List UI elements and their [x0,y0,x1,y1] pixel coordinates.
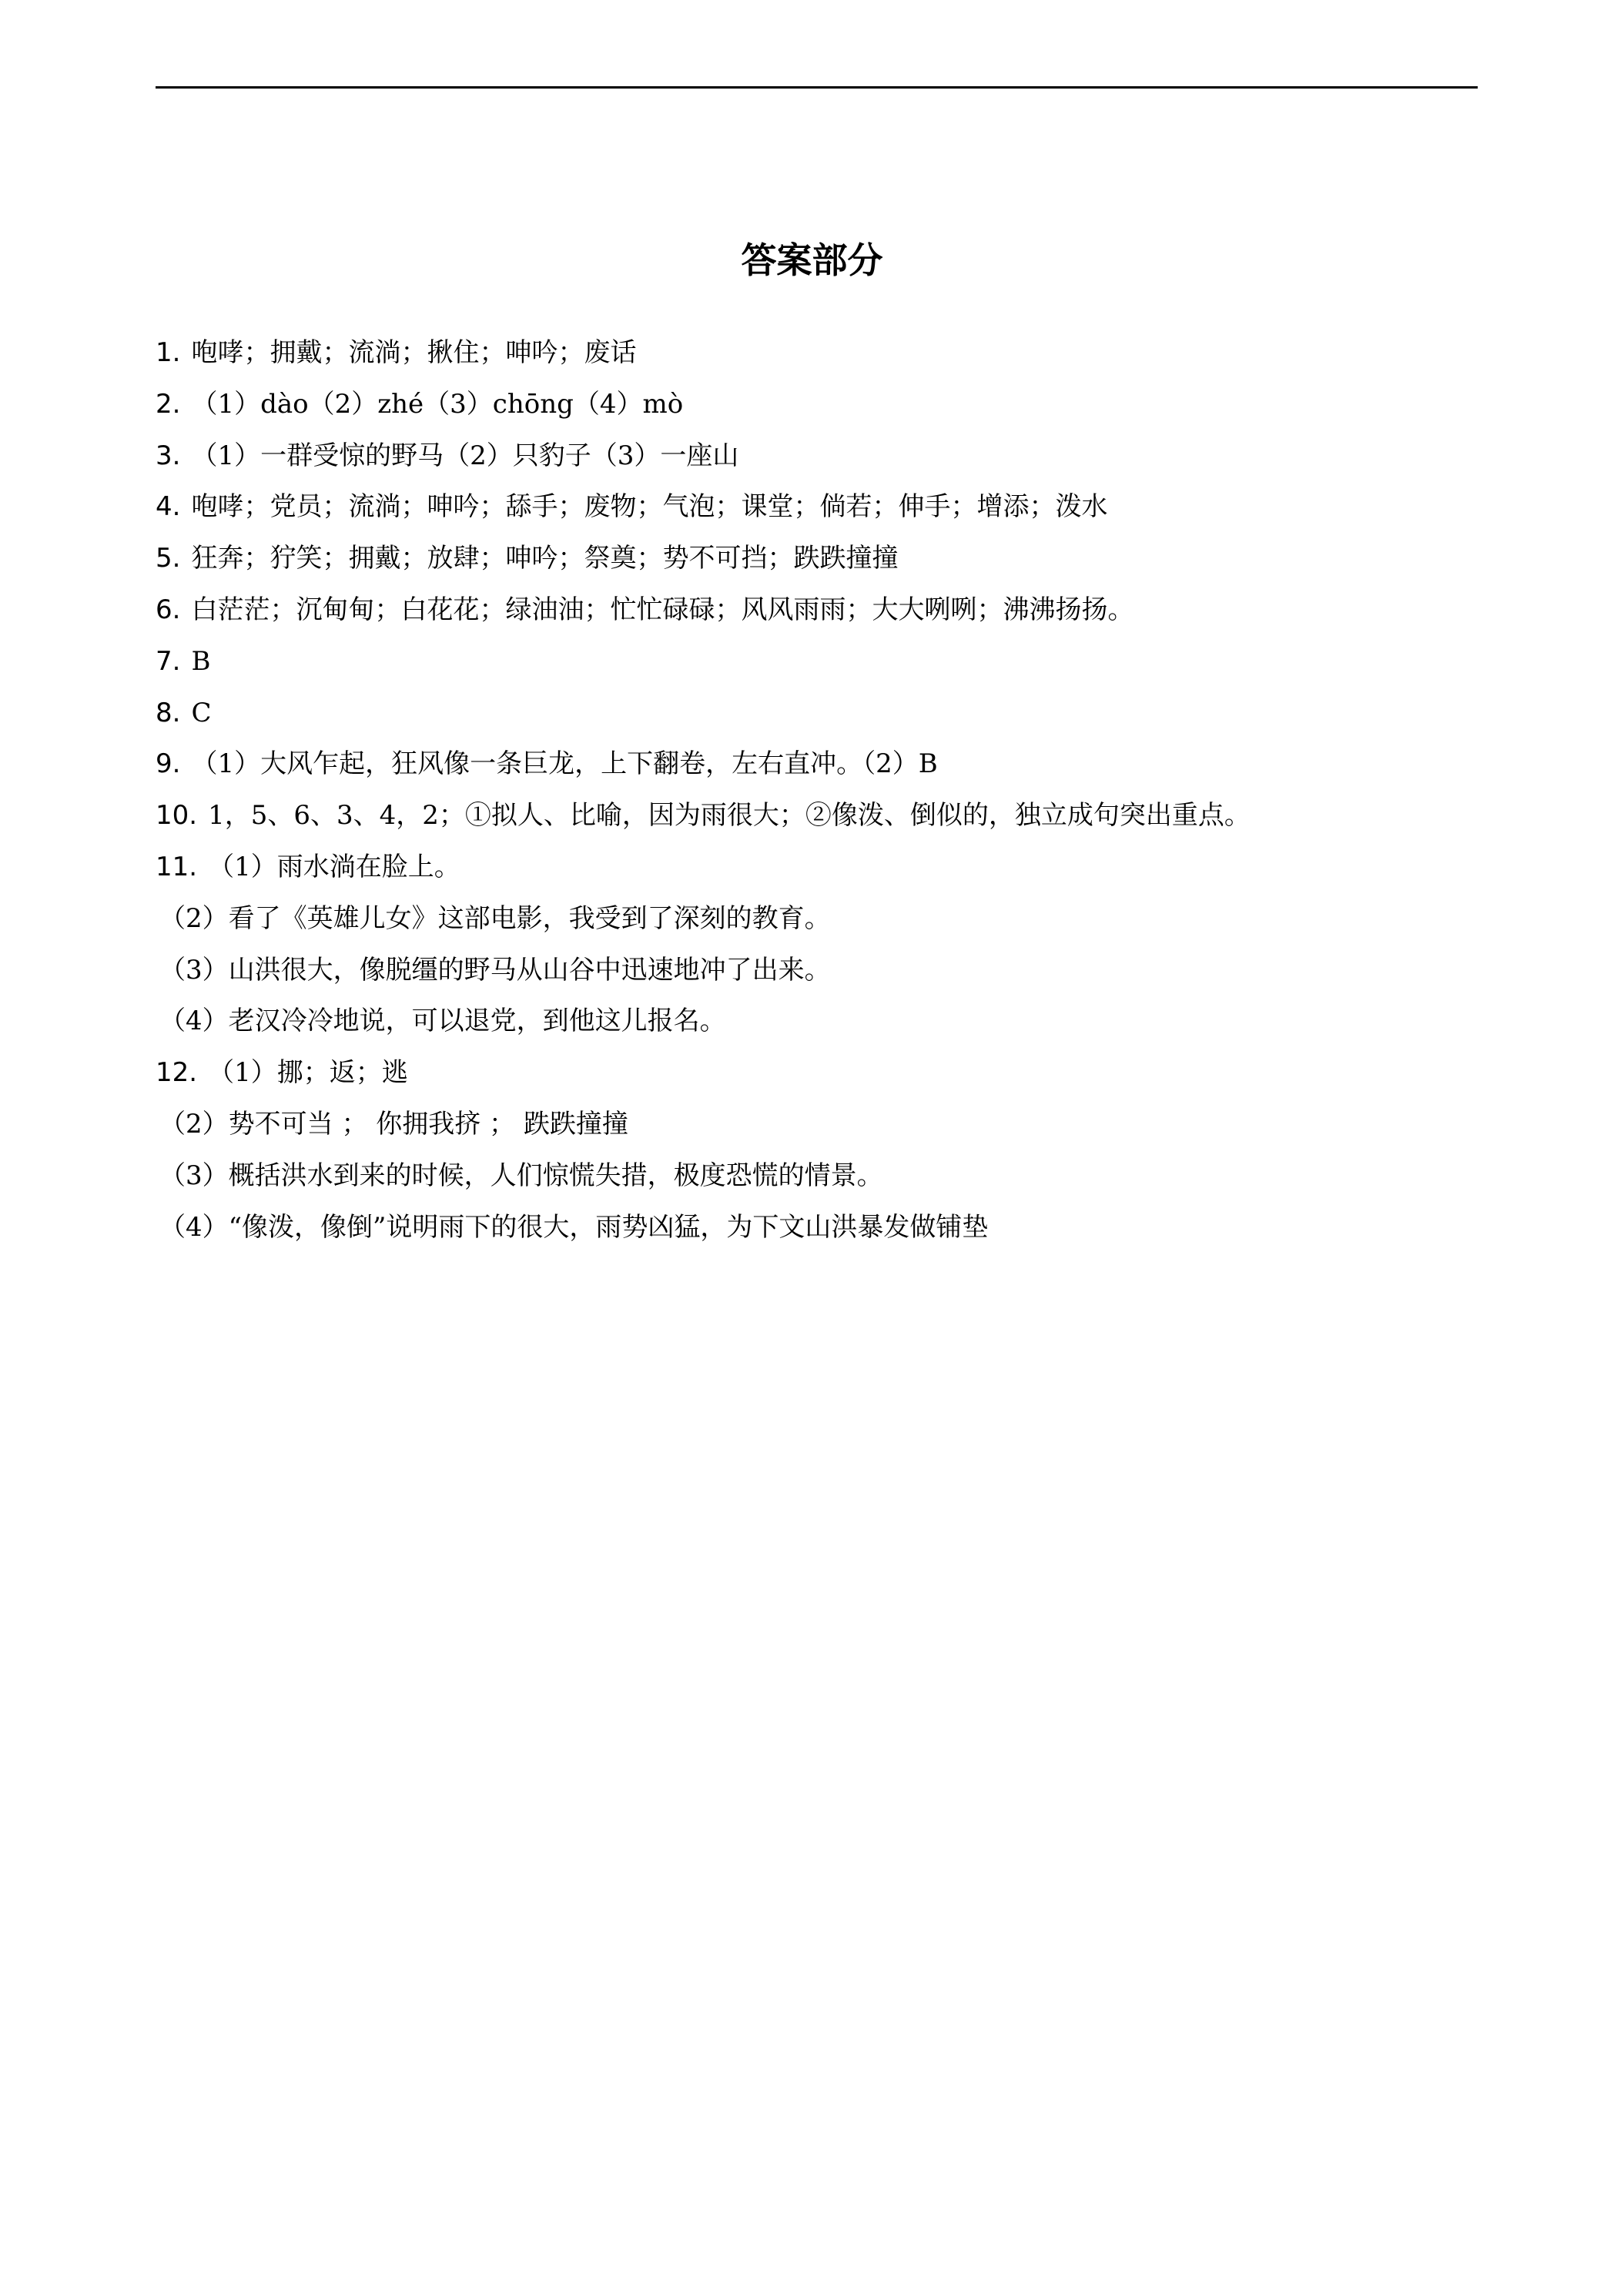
answer-text: （1）挪；返；逃 [208,1057,408,1089]
answer-text: B [191,645,211,677]
answer-text: （2）看了《英雄儿女》这部电影，我受到了深刻的教育。 [159,902,831,934]
answer-text: （1）一群受惊的野马（2）只豹子（3）一座山 [191,440,739,471]
answer-line [156,1047,1478,1099]
answer-number: 7. [156,645,181,677]
answer-text: （1）dào（2）zhé（3）chōng（4）mò [191,388,684,420]
answer-text: （2）势不可当 ； 你拥我挤 ； 跌跌撞撞 [159,1108,628,1140]
answer-line [156,430,1478,482]
answer-text: 咆哮；拥戴；流淌；揪住；呻吟；废话 [191,337,637,368]
answer-text: （3）概括洪水到来的时候，人们惊慌失措，极度恐慌的情景。 [159,1160,883,1191]
answer-text: （4）老汉冷冷地说，可以退党，到他这儿报名。 [159,1006,726,1037]
answer-subline [156,1099,1478,1150]
answer-text: （1）大风乍起，狂风像一条巨龙，上下翻卷，左右直冲。（2）B [191,748,938,780]
answer-text: 狂奔；狞笑；拥戴；放肆；呻吟；祭奠；势不可挡；跌跌撞撞 [191,543,899,574]
answer-subline [156,893,1478,945]
answer-number: 6. [156,594,181,625]
answer-subline [156,1202,1478,1253]
answer-text: （4）“像泼，像倒”说明雨下的很大，雨势凶猛，为下文山洪暴发做铺垫 [159,1211,989,1243]
answer-line [156,842,1478,893]
answer-line [156,790,1478,842]
answer-line [156,533,1478,584]
answer-number: 3. [156,440,181,471]
answer-number: 10. [156,800,198,832]
answer-line [156,327,1478,379]
answer-number: 5. [156,543,181,574]
answer-line [156,636,1478,688]
answer-number: 9. [156,748,181,780]
answer-text: （3）山洪很大，像脱缰的野马从山谷中迅速地冲了出来。 [159,954,831,986]
answer-number: 4. [156,491,181,523]
answer-list [156,327,1478,1253]
answer-line [156,584,1478,636]
answer-text: 咆哮；党员；流淌；呻吟；舔手；废物；气泡；课堂；倘若；伸手；增添；泼水 [191,491,1108,523]
answer-text: （1）雨水淌在脸上。 [208,851,460,882]
answer-number: 12. [156,1057,198,1089]
header-rule [156,86,1478,89]
answer-line [156,688,1478,739]
answer-number: 1. [156,337,181,368]
answer-number: 11. [156,851,198,882]
answer-line [156,481,1478,533]
answer-text: 1，5、6、3、4，2；①拟人、比喻，因为雨很大；②像泼、倒似的，独立成句突出重点。 [208,800,1251,832]
answer-line [156,738,1478,790]
page-title: 答案部分 [741,239,883,281]
answer-number: 8. [156,697,181,728]
answer-text: C [191,697,212,728]
answer-subline [156,996,1478,1047]
answer-number: 2. [156,388,181,420]
answer-subline [156,945,1478,996]
answer-subline [156,1150,1478,1202]
answer-line [156,379,1478,430]
answer-text: 白茫茫；沉甸甸；白花花；绿油油；忙忙碌碌；风风雨雨；大大咧咧；沸沸扬扬。 [191,594,1134,625]
